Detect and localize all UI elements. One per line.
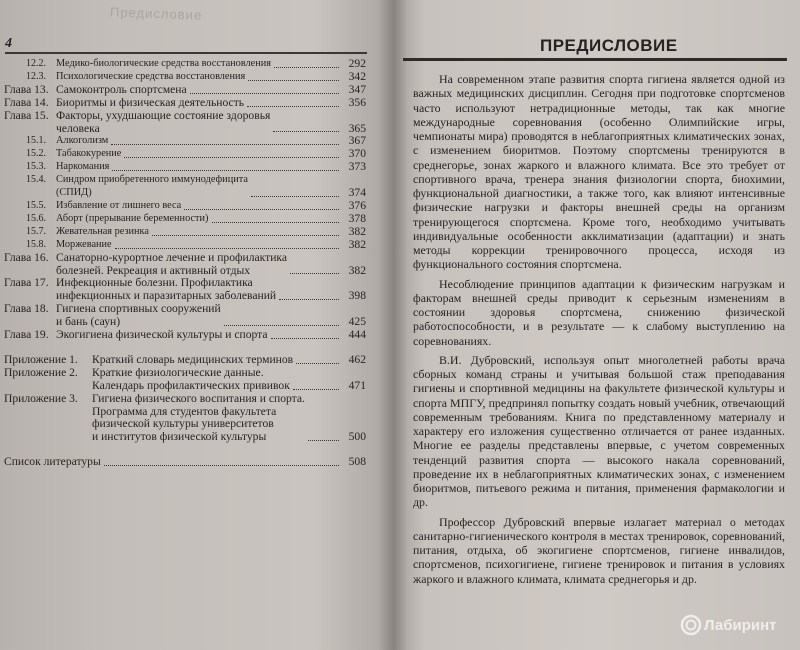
toc-leader-dots [274, 67, 339, 68]
toc-entry-page: 500 [348, 430, 366, 444]
toc-entry [4, 239, 366, 252]
watermark-text: Лабиринт [704, 616, 777, 634]
toc-entry-page: 382 [348, 263, 366, 277]
preface-text [413, 72, 785, 591]
toc-entry [4, 97, 366, 110]
toc-leader-dots [308, 440, 339, 441]
toc-entry-page: 342 [348, 69, 366, 83]
toc-entry-number: 15.1. [26, 135, 46, 147]
preface-paragraph: В.И. Дубровский, используя опыт многолетней работы врача сборных команд страны и учитывая большой стаж преподавания гигиены и спортивной медицины на факультете физической культуры и спорта МПГУ, предпринял попытку создать новый учебник, отвечающий современным требованиям. Книга по представленному материалу и характеру его изложения существенно отличается от ранее изданных. Многие ее разделы представлены впервые, с учетом современных тенденций развития спорта — высокого накала соревнований, проведение их в неблагоприятных климатических зонах, с изменением биоритмов, питьевого режима и питания, применения фармакологии и др. [413, 352, 785, 510]
toc-entry-body [56, 148, 366, 161]
toc-entry-number: 15.8. [26, 238, 46, 250]
toc-entry [4, 367, 366, 393]
toc-leader-dots [184, 209, 339, 210]
toc-entry [4, 58, 366, 71]
toc-entry-page: 382 [348, 237, 366, 251]
toc-entry-number: Приложение 1. [4, 352, 78, 366]
toc-entry-page: 382 [348, 224, 366, 238]
toc-entry-title: Медико-биологические средства восстановления [56, 58, 271, 69]
toc-entry-number: Глава 13. [4, 82, 49, 96]
toc-leader-dots [112, 170, 339, 171]
toc-entry-title: Моржевание [56, 238, 112, 250]
toc-entry-number: Глава 18. [4, 302, 49, 316]
toc-entry [4, 393, 366, 445]
running-head: Предисловие [109, 4, 203, 23]
toc-entry-number: Приложение 2. [4, 365, 78, 379]
toc-entry-page: 373 [348, 160, 366, 174]
toc-entry-number: 15.6. [26, 212, 46, 224]
toc-entry-number: 15.3. [26, 161, 46, 173]
toc-leader-dots [124, 157, 339, 158]
toc-entry-body [4, 456, 366, 469]
top-rule [5, 52, 367, 54]
toc-entry-number: 15.7. [26, 225, 46, 237]
toc-entry-body [56, 239, 366, 252]
toc-entry-page: 425 [348, 315, 366, 329]
toc-leader-dots [271, 338, 340, 339]
table-of-contents [4, 58, 366, 469]
toc-entry-number: 15.5. [26, 199, 46, 211]
toc-entry-title: Санаторно-курортное лечение и профилактика болезней. Рекреация и активный отдых [56, 250, 288, 277]
toc-entry [4, 161, 366, 174]
toc-entry [4, 135, 366, 148]
toc-entry-title: Краткие физиологические данные. Календарь профилактических прививок [92, 365, 290, 392]
toc-entry [4, 303, 366, 329]
toc-leader-dots [279, 299, 339, 300]
toc-entry-body [56, 58, 366, 71]
toc-entry-title: Самоконтроль спортсмена [56, 82, 187, 96]
toc-entry-number: Глава 15. [4, 108, 49, 122]
toc-entry [4, 213, 366, 226]
toc-entry-title: Избавление от лишнего веса [56, 199, 182, 211]
page-number: 4 [5, 36, 12, 51]
toc-entry-body [56, 277, 366, 303]
toc-leader-dots [104, 465, 339, 466]
toc-entry [4, 354, 366, 367]
toc-entry-body [56, 329, 366, 342]
toc-entry-body [92, 367, 366, 393]
toc-leader-dots [248, 80, 339, 81]
preface-paragraph: Несоблюдение принципов адаптации к физическим нагрузкам и факторам внешней среды приводит к серьезным изменениям в состоянии здоровья спортсмена, снижению физической работоспособности, и в результате — к слабому выступлению на соревнованиях. [413, 276, 785, 348]
toc-entry-title: Алкоголизм [56, 135, 109, 147]
toc-entry-title: Краткий словарь медицинских терминов [92, 352, 294, 366]
toc-entry-body [56, 303, 366, 329]
toc-entry-body [56, 161, 366, 174]
toc-entry-title: Список литературы [4, 455, 101, 469]
toc-entry-page: 376 [348, 198, 366, 212]
toc-entry-page: 462 [348, 352, 366, 366]
toc-entry-number: Глава 16. [4, 250, 49, 264]
toc-entry-page: 508 [348, 455, 366, 469]
toc-entry-body [56, 135, 366, 148]
watermark-logo [680, 614, 777, 636]
toc-entry-title: Биоритмы и физическая деятельность [56, 95, 245, 109]
toc-leader-dots [152, 235, 339, 236]
toc-entry [4, 226, 366, 239]
toc-leader-dots [273, 131, 339, 132]
toc-entry [4, 84, 366, 97]
toc-entry-title: Табакокурение [56, 148, 122, 160]
toc-entry-title: Синдром приобретенного иммунодефицита (СПИД) [56, 174, 248, 199]
toc-entry-body [56, 97, 366, 110]
toc-entry-number: Глава 17. [4, 276, 49, 290]
toc-entry-title: Психологические средства восстановления [56, 70, 246, 82]
preface-paragraph: На современном этапе развития спорта гигиена является одной из важных медицинских дисциплин. Сегодня при подготовке спортсменов часто используют нетрадиционные методы, так как многие международные соревнования (особенно Олимпийские игры, чемпионаты мира) проводятся в неблагоприятных климатических зонах, с изменением биоритмов. Поэтому спортсмены тренируются в среднегорье, зонах жаркого и влажного климата. Все это требует от спортивного врача, тренера знания физиологии спорта, биохимии, функциональной диагностики, а также того, как влияют интенсивные физические нагрузки и факторы внешней среды на организм тренирующегося спортсмена. Кроме того, необходимо учитывать индивидуальные особенности акклиматизации (адаптации) и знать методы коррекции тренировочного процесса, исходя из функционального состояния спортсмена. [413, 72, 785, 272]
toc-entry-title: Жевательная резинка [56, 225, 149, 237]
toc-entry-page: 444 [348, 328, 366, 342]
book-gutter [378, 0, 408, 650]
toc-entry [4, 252, 366, 278]
toc-entry-literature [4, 456, 366, 469]
toc-entry-title: Гигиена спортивных сооружений и бань (саун) [56, 302, 221, 329]
preface-paragraph: Профессор Дубровский впервые излагает материал о методах санитарно-гигиенического контроля в местах тренировок, соревнований, питания, отдыха, об экогигиене спортсменов, гигиене инвалидов, спортсменов, психогигиене, гигиене тренировок и питания в условиях жаркого и влажного климата, климата среднегорья и др. [413, 514, 785, 586]
toc-entry-body [56, 84, 366, 97]
toc-entry-number: Глава 14. [4, 95, 49, 109]
toc-entry [4, 277, 366, 303]
toc-leader-dots [224, 325, 339, 326]
toc-entry-body [92, 393, 366, 445]
toc-entry-page: 347 [348, 82, 366, 96]
toc-entry-page: 471 [348, 378, 366, 392]
toc-entry-number: 12.2. [26, 58, 46, 69]
toc-leader-dots [190, 93, 339, 94]
toc-entry-number: Приложение 3. [4, 391, 78, 405]
toc-entry-number: 15.2. [26, 148, 46, 160]
toc-entry-number: Глава 19. [4, 328, 49, 342]
toc-entry [4, 200, 366, 213]
toc-entry-page: 356 [348, 95, 366, 109]
toc-leader-dots [212, 222, 340, 223]
toc-entry-page: 378 [348, 211, 366, 225]
toc-leader-dots [290, 273, 339, 274]
heading-rule [403, 58, 787, 61]
toc-leader-dots [251, 196, 339, 197]
toc-entry-page: 370 [348, 147, 366, 161]
toc-entry-number: 12.3. [26, 70, 46, 82]
toc-entry-body [56, 252, 366, 278]
toc-entry-title: Наркомания [56, 161, 110, 173]
toc-entry-body [56, 213, 366, 226]
toc-entry-title: Аборт (прерывание беременности) [56, 212, 209, 224]
toc-entry-page: 292 [348, 57, 366, 70]
toc-entry-number: 15.4. [26, 174, 46, 186]
toc-entry-body [56, 174, 366, 200]
toc-entry-page: 365 [348, 121, 366, 135]
toc-entry [4, 148, 366, 161]
toc-entry-body [56, 226, 366, 239]
toc-entry-page: 374 [348, 186, 366, 200]
toc-entry-body [56, 110, 366, 136]
toc-entry-title: Инфекционные болезни. Профилактика инфекционных и паразитарных заболеваний [56, 276, 277, 303]
toc-entry [4, 174, 366, 200]
toc-entry-body [56, 200, 366, 213]
toc-entry-body [56, 71, 366, 84]
toc-leader-dots [115, 248, 339, 249]
toc-leader-dots [296, 363, 339, 364]
toc-entry-page: 367 [348, 134, 366, 148]
toc-entry-title: Гигиена физического воспитания и спорта. Программа для студентов факультета физической культуры университетов и институтов физической культуры [92, 391, 305, 444]
toc-leader-dots [111, 144, 339, 145]
toc-entry [4, 329, 366, 342]
toc-entry-page: 398 [348, 289, 366, 303]
toc-leader-dots [293, 389, 339, 390]
toc-entry [4, 71, 366, 84]
toc-entry [4, 110, 366, 136]
toc-entry-body [92, 354, 366, 367]
page-title: ПРЕДИСЛОВИЕ [540, 36, 678, 55]
toc-entry-title: Факторы, ухудшающие состояние здоровья человека [56, 108, 271, 135]
toc-leader-dots [247, 106, 339, 107]
labyrinth-logo-icon [680, 614, 702, 636]
toc-entry-title: Экогигиена физической культуры и спорта [56, 328, 268, 342]
